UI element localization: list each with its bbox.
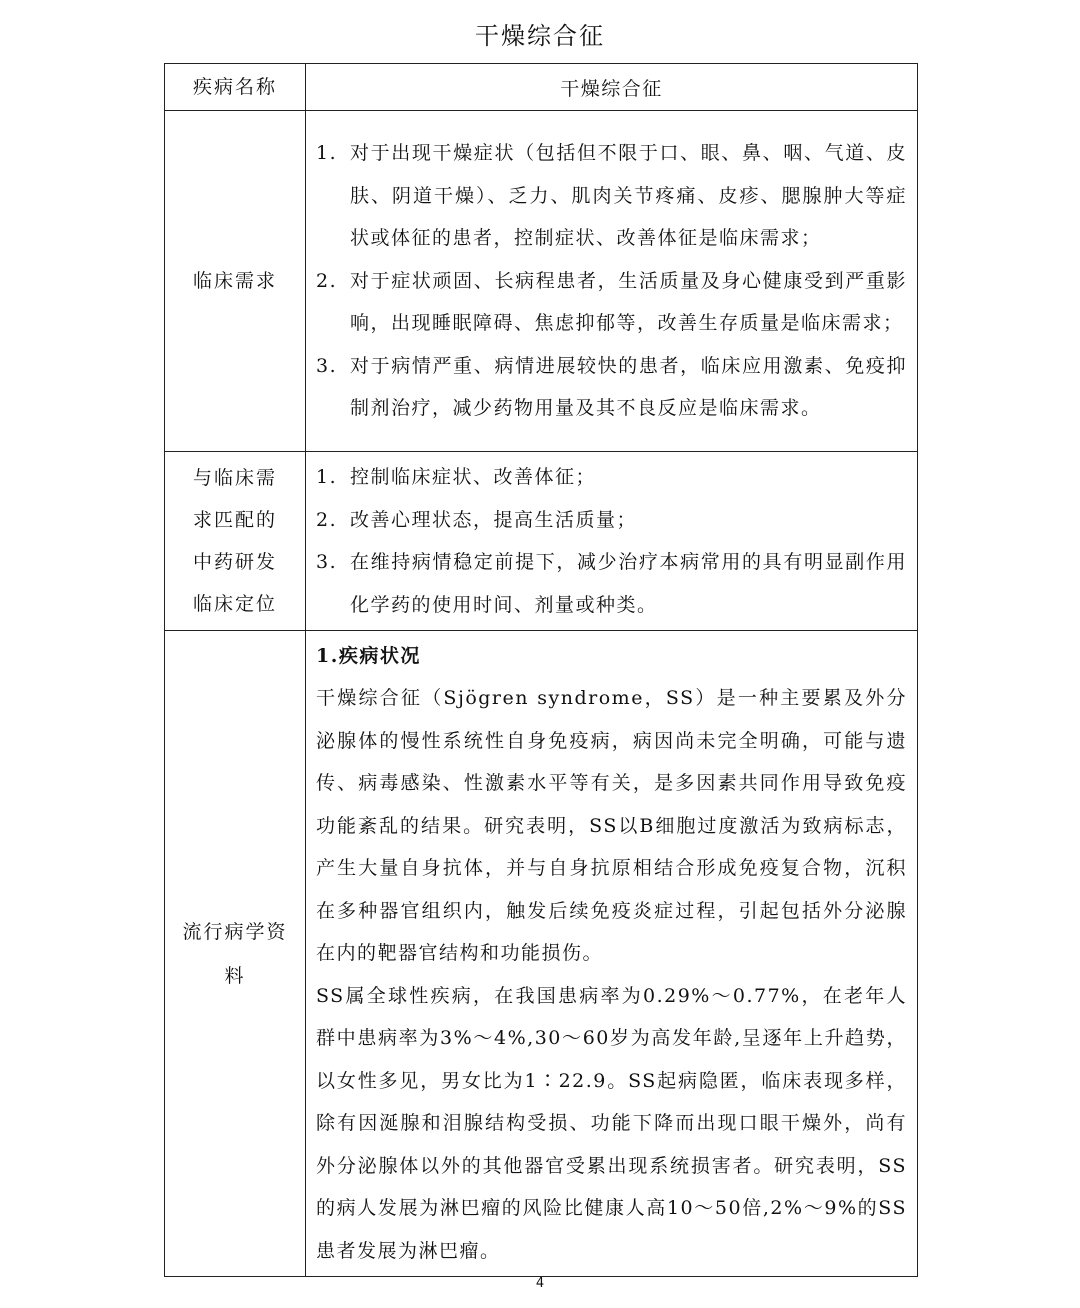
clinical-needs-label: 临床需求 xyxy=(165,111,306,452)
item-number: 2. xyxy=(316,269,338,292)
positioning-label: 与临床需求匹配的中药研发临床定位 xyxy=(165,452,306,631)
epidemiology-content xyxy=(306,631,918,1277)
item-text: 控制临床症状、改善体征； xyxy=(350,466,597,488)
disease-table xyxy=(164,63,918,1277)
epidemiology-label: 流行病学资料 xyxy=(165,631,306,1277)
clinical-needs-content xyxy=(306,111,918,452)
header-col1: 疾病名称 xyxy=(165,64,306,111)
page-number: 4 xyxy=(535,1276,545,1291)
list-item xyxy=(316,132,907,260)
page-title: 干燥综合征 xyxy=(475,22,605,50)
item-number: 3. xyxy=(316,354,338,377)
header-col2: 干燥综合征 xyxy=(306,64,918,111)
list-item xyxy=(316,499,907,542)
table-header-row xyxy=(165,64,918,111)
item-text: 对于症状顽固、长病程患者，生活质量及身心健康受到严重影响，出现睡眠障碍、焦虑抑郁等，改善生存质量是临床需求； xyxy=(350,269,907,335)
list-item xyxy=(316,456,907,499)
list-item xyxy=(316,345,907,430)
item-text: 对于出现干燥症状（包括但不限于口、眼、鼻、咽、气道、皮肤、阴道干燥）、乏力、肌肉关节疼痛、皮疹、腮腺肿大等症状或体征的患者，控制症状、改善体征是临床需求； xyxy=(350,142,907,250)
list-item xyxy=(316,541,907,626)
item-number: 2. xyxy=(316,508,338,531)
item-number: 1. xyxy=(316,142,338,165)
section-title: 1.疾病状况 xyxy=(316,645,421,667)
positioning-content xyxy=(306,452,918,631)
paragraph: SS属全球性疾病，在我国患病率为0.29%～0.77%，在老年人群中患病率为3%～4%,30～60岁为高发年龄,呈逐年上升趋势，以女性多见，男女比为1∶22.9。SS起病隐匿，临床表现多样，除有因涎腺和泪腺结构受损、功能下降而出现口眼干燥外，尚有外分泌腺体以外的其他器官受累出现系统损害者。研究表明，SS的病人发展为淋巴瘤的风险比健康人高10～50倍,2%～9%的SS患者发展为淋巴瘤。 xyxy=(316,984,907,1262)
item-number: 1. xyxy=(316,466,338,488)
paragraph: 干燥综合征（Sjögren syndrome，SS）是一种主要累及外分泌腺体的慢性系统性自身免疫病，病因尚未完全明确，可能与遗传、病毒感染、性激素水平等有关，是多因素共同作用导致免疫功能紊乱的结果。研究表明，SS以B细胞过度激活为致病标志，产生大量自身抗体，并与自身抗原相结合形成免疫复合物，沉积在多种器官组织内，触发后续免疫炎症过程，引起包括外分泌腺在内的靶器官结构和功能损伤。 xyxy=(316,687,907,964)
item-number: 3. xyxy=(316,551,338,573)
clinical-needs-row xyxy=(165,111,918,452)
positioning-row xyxy=(165,452,918,631)
item-text: 在维持病情稳定前提下，减少治疗本病常用的具有明显副作用化学药的使用时间、剂量或种类。 xyxy=(350,551,907,616)
epidemiology-row xyxy=(165,631,918,1277)
list-item xyxy=(316,260,907,345)
item-text: 改善心理状态，提高生活质量； xyxy=(350,508,638,531)
item-text: 对于病情严重、病情进展较快的患者，临床应用激素、免疫抑制剂治疗，减少药物用量及其不良反应是临床需求。 xyxy=(350,354,907,420)
